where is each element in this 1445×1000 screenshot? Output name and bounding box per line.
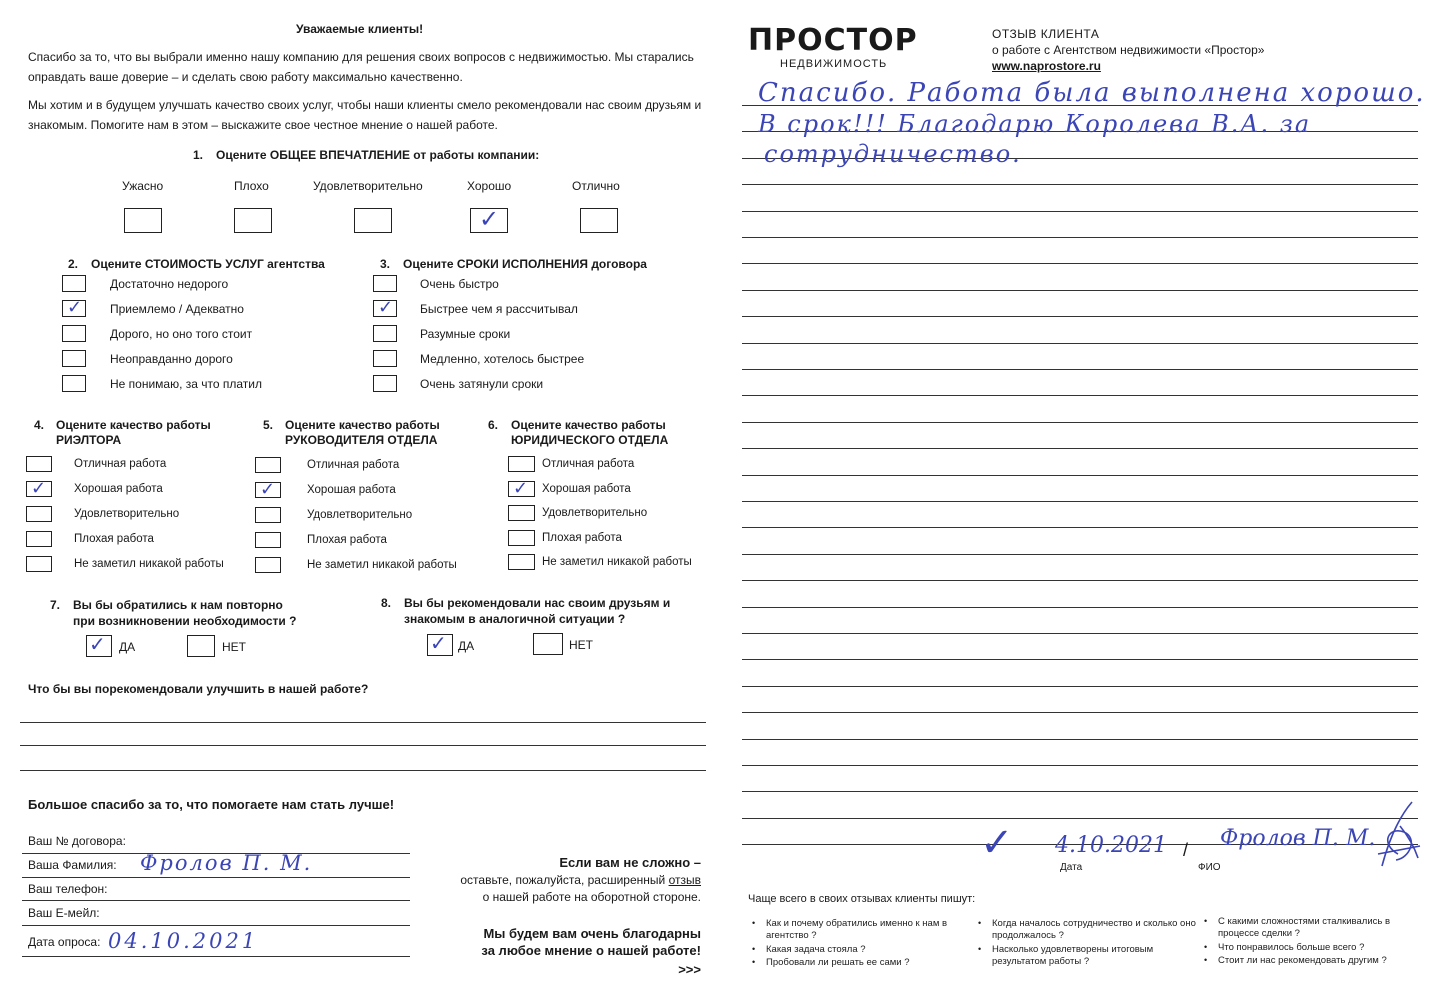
logo [748,23,918,70]
q5-option-label-3: Удовлетворительно [307,509,413,521]
review-back-page [730,0,1445,1000]
hint-bullet-icon: • [1204,942,1208,952]
q5-option-label-5: Не заметил никакой работы [307,559,457,571]
q6-title-1: Оцените качество работы [511,418,666,432]
q7-title-1: Вы бы обратились к нам повторно [73,598,283,612]
side-note-line4: Мы будем вам очень благодарны [483,926,701,941]
q1-option-label-1: Ужасно [122,179,164,193]
q5-option-label-1: Отличная работа [307,459,400,471]
review-ruled-line-6[interactable] [742,237,1418,238]
review-ruled-line-10[interactable] [742,343,1418,344]
review-fio-value[interactable]: Фролов П. М. [1220,826,1376,851]
review-subtitle: о работе с Агентством недвижимости «Простор» [992,43,1265,57]
q5-option-checkmark: ✓ [260,479,276,500]
review-ruled-line-13[interactable] [742,422,1418,423]
phone-label: Ваш телефон: [28,882,108,896]
thanks-text: Большое спасибо за то, что помогаете нам стать лучше! [28,797,395,812]
q2-option-checkbox-4[interactable] [62,350,86,367]
review-ruled-line-4[interactable] [742,184,1418,185]
review-ruled-line-20[interactable] [742,607,1418,608]
q5-option-checkbox-4[interactable] [255,532,281,548]
q1-number: 1. [193,148,204,162]
q2-number: 2. [68,257,79,271]
q4-title-2: РИЭЛТОРА [56,433,122,447]
hint-bullet-icon: • [978,918,982,928]
intro-text-2b: знакомым. Помогите нам в этом – выскажите свое честное мнение о нашей работе. [28,118,498,132]
q1-title: Оцените ОБЩЕЕ ВПЕЧАТЛЕНИЕ от работы компании: [216,148,540,162]
review-title: ОТЗЫВ КЛИЕНТА [992,27,1100,41]
q3-option-checkbox-3[interactable] [373,325,397,342]
q1-option-label-2: Плохо [234,179,269,193]
hint-item: Какая задача стояла ? [766,944,866,955]
q5-option-label-4: Плохая работа [307,534,387,546]
review-ruled-line-16[interactable] [742,501,1418,502]
q3-option-checkbox-1[interactable] [373,275,397,292]
q3-option-label-3: Разумные сроки [420,327,511,341]
q8-title-2: знакомым в аналогичной ситуации ? [404,612,626,626]
surname-value[interactable]: Фролов П. М. [140,851,313,875]
q6-option-label-3: Удовлетворительно [542,507,648,519]
q5-option-label-2: Хорошая работа [307,484,396,496]
q3-number: 3. [380,257,391,271]
q6-option-checkbox-1[interactable] [508,456,535,472]
signature-check: ✓ [980,820,1014,866]
q6-option-label-2: Хорошая работа [542,482,631,495]
q2-option-label-2: Приемлемо / Адекватно [110,302,244,316]
date-label: Дата опроса: [28,935,101,949]
hint-bullet-icon: • [752,944,756,954]
q7-number: 7. [50,598,61,612]
q5-option-checkbox-3[interactable] [255,507,281,523]
review-text-line-1[interactable]: Спасибо. Работа была выполнена хорошо. [758,78,1426,108]
hint-bullet-icon: • [978,944,982,954]
q6-option-label-4: Плохая работа [542,531,622,544]
hint-bullet-icon: • [1204,955,1208,965]
side-note-arrows: >>> [678,962,701,977]
q6-option-checkbox-3[interactable] [508,505,535,521]
q6-option-checkbox-4[interactable] [508,530,535,546]
hint-bullet-icon: • [1204,916,1208,926]
q5-option-checkbox-1[interactable] [255,457,281,473]
improve-line-2[interactable] [20,745,706,746]
review-ruled-line-22[interactable] [742,659,1418,660]
q4-option-checkbox-1[interactable] [26,456,52,472]
review-ruled-line-5[interactable] [742,211,1418,212]
q2-title: Оцените СТОИМОСТЬ УСЛУГ агентства [91,257,325,271]
q2-option-label-1: Достаточно недорого [110,277,229,291]
review-ruled-line-23[interactable] [742,686,1418,687]
q3-option-label-4: Медленно, хотелось быстрее [420,352,585,366]
q4-option-checkmark: ✓ [31,478,47,499]
q6-title-2: ЮРИДИЧЕСКОГО ОТДЕЛА [511,433,669,447]
date-value[interactable]: 04.10.2021 [108,929,259,953]
hint-item: Пробовали ли решать ее сами ? [766,957,910,968]
q2-option-checkbox-3[interactable] [62,325,86,342]
q7-no-label: НЕТ [222,640,246,654]
q4-option-checkbox-4[interactable] [26,531,52,547]
q5-title-2: РУКОВОДИТЕЛЯ ОТДЕЛА [285,433,438,447]
email-field-line [22,925,410,926]
q8-yes-label: ДА [458,639,475,653]
q2-option-checkbox-1[interactable] [62,275,86,292]
q1-checkmark: ✓ [479,205,500,233]
q5-number: 5. [263,418,274,432]
site-link[interactable]: www.naprostore.ru [992,59,1101,73]
q3-option-checkbox-5[interactable] [373,375,397,392]
q8-number: 8. [381,596,392,610]
q8-no-checkbox[interactable] [533,633,563,655]
q7-yes-checkmark: ✓ [89,632,106,656]
q8-yes-checkmark: ✓ [430,631,447,655]
surname-field-line [22,877,410,878]
side-note-line2-text: оставьте, пожалуйста, расширенный [460,873,666,887]
q6-option-checkmark: ✓ [513,477,529,499]
review-ruled-line-11[interactable] [742,369,1418,370]
review-ruled-line-19[interactable] [742,580,1418,581]
review-ruled-line-7[interactable] [742,263,1418,264]
q7-no-checkbox[interactable] [187,635,215,657]
review-ruled-line-28[interactable] [742,818,1418,819]
hint-item: Насколько удовлетворены итоговым результатом работы ? [992,944,1154,967]
review-ruled-line-8[interactable] [742,290,1418,291]
phone-field-line [22,900,410,901]
review-ruled-line-15[interactable] [742,475,1418,476]
hint-item: Что понравилось больше всего ? [1218,942,1365,953]
intro-text-1a: Спасибо за то, что вы выбрали именно нашу компанию для решения своих вопросов с недвижимостью. Мы старались [28,50,694,64]
review-link[interactable]: отзыв [668,873,701,887]
contract-label: Ваш № договора: [28,834,126,848]
review-date-value[interactable]: 4.10.2021 [1055,833,1167,858]
hint-item: Когда началось сотрудничество и сколько оно продолжалось ? [992,918,1196,941]
surname-label: Ваша Фамилия: [28,858,117,872]
email-label: Ваш E-мейл: [28,906,100,920]
review-ruled-line-9[interactable] [742,316,1418,317]
q3-option-checkmark: ✓ [378,297,394,318]
hint-item: С какими сложностями сталкивались в процессе сделки ? [1218,916,1391,939]
q1-option-label-4: Хорошо [467,179,512,193]
q2-option-checkbox-5[interactable] [62,375,86,392]
q4-option-label-5: Не заметил никакой работы [74,558,224,570]
review-date-label: Дата [1060,862,1083,873]
q1-option-checkbox-2[interactable] [234,208,272,233]
review-ruled-line-25[interactable] [742,739,1418,740]
q1-option-label-3: Удовлетворительно [313,179,423,193]
q3-option-label-2: Быстрее чем я рассчитывал [420,302,578,316]
signature-scribble [1370,796,1425,876]
q8-no-label: НЕТ [569,638,593,652]
logo-main: ПРОСТОР [748,23,918,58]
logo-sub: НЕДВИЖИМОСТЬ [780,58,888,70]
improve-line-3[interactable] [20,770,706,771]
review-ruled-line-12[interactable] [742,395,1418,396]
review-ruled-line-27[interactable] [742,791,1418,792]
improve-question: Что бы вы порекомендовали улучшить в нашей работе? [28,682,369,696]
q4-option-label-1: Отличная работа [74,458,167,470]
improve-line-1[interactable] [20,722,706,723]
q8-title-1: Вы бы рекомендовали нас своим друзьям и [404,596,671,610]
q6-option-label-1: Отличная работа [542,458,635,470]
date-field-line [22,956,410,957]
intro-text-2a: Мы хотим и в будущем улучшать качество своих услуг, чтобы наши клиенты смело рекомендовали нас своим друзьям и [28,98,702,112]
q6-number: 6. [488,418,499,432]
separator-slash: / [1183,840,1189,860]
q5-option-checkbox-5[interactable] [255,557,281,573]
q3-option-label-1: Очень быстро [420,277,499,291]
q7-title-2: при возникновении необходимости ? [73,614,297,628]
review-ruled-line-26[interactable] [742,765,1418,766]
side-note-line2 [460,873,701,887]
q4-option-label-3: Удовлетворительно [74,508,180,520]
review-fio-label: ФИО [1198,862,1221,873]
review-text-line-3[interactable]: сотрудничество. [764,140,1022,168]
q5-title-1: Оцените качество работы [285,418,440,432]
q2-option-label-5: Не понимаю, за что платил [110,377,263,391]
q1-option-checkbox-1[interactable] [124,208,162,233]
hint-bullet-icon: • [752,957,756,967]
hint-bullet-icon: • [752,918,756,928]
q4-option-checkbox-5[interactable] [26,556,52,572]
q4-option-checkbox-3[interactable] [26,506,52,522]
side-note-line3: о нашей работе на оборотной стороне. [482,890,701,904]
hint-item: Стоит ли нас рекомендовать другим ? [1218,955,1387,966]
q1-option-checkbox-5[interactable] [580,208,618,233]
review-text-line-2[interactable]: В срок!!! Благодарю Королева В.А. за [758,110,1312,138]
q2-option-label-3: Дорого, но оно того стоит [110,327,253,341]
q3-option-label-5: Очень затянули сроки [420,377,544,391]
q3-option-checkbox-4[interactable] [373,350,397,367]
review-ruled-line-24[interactable] [742,712,1418,713]
q4-title-1: Оцените качество работы [56,418,211,432]
review-ruled-line-14[interactable] [742,448,1418,449]
q1-option-label-5: Отлично [572,179,620,193]
q4-option-label-2: Хорошая работа [74,483,163,495]
q1-option-checkbox-3[interactable] [354,208,392,233]
intro-text-1b: оправдать ваше доверие – и сделать свою работу максимально качественно. [28,70,463,84]
hint-item: Как и почему обратились именно к нам в агентство ? [766,918,948,941]
review-ruled-line-17[interactable] [742,527,1418,528]
q4-number: 4. [34,418,45,432]
q2-option-checkmark: ✓ [67,297,83,318]
survey-title: Уважаемые клиенты! [296,22,424,36]
q3-title: Оцените СРОКИ ИСПОЛНЕНИЯ договора [403,257,647,271]
review-ruled-line-18[interactable] [742,554,1418,555]
q7-yes-label: ДА [119,640,136,654]
side-note-line5: за любое мнение о нашей работе! [481,943,701,958]
q6-option-checkbox-5[interactable] [508,554,535,570]
q4-option-label-4: Плохая работа [74,533,154,545]
review-ruled-line-21[interactable] [742,633,1418,634]
side-note-line1: Если вам не сложно – [559,855,701,870]
hints-title: Чаще всего в своих отзывах клиенты пишут: [748,893,976,905]
q2-option-label-4: Неоправданно дорого [110,352,233,366]
q6-option-label-5: Не заметил никакой работы [542,556,692,568]
